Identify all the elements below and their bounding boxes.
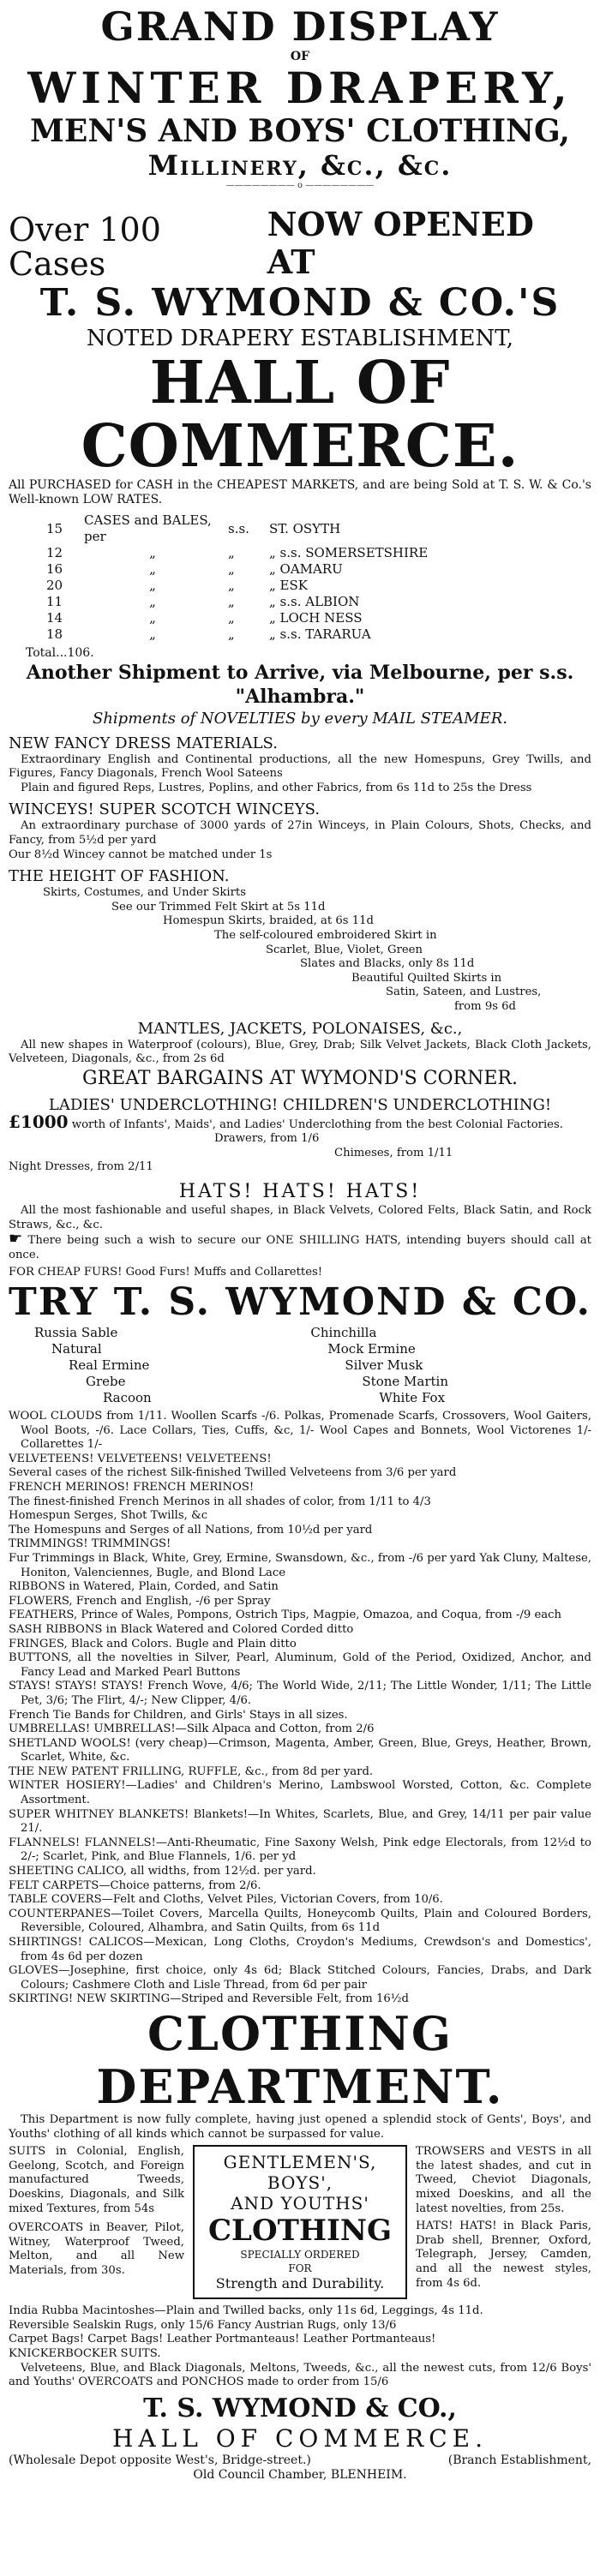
another-shipment: Another Shipment to Arrive, via Melbourne, per s.s. "Alhambra." <box>26 661 574 708</box>
fancy-dress-p2: Plain and figured Reps, Lustres, Poplins, and other Fabrics, from 6s 11d to 25s the Dress <box>21 781 532 794</box>
novelties-notice: Shipments of NOVELTIES by every MAIL STEAMER. <box>93 709 507 728</box>
clothing-box <box>193 2145 407 2299</box>
homespun-serges: Homespun Serges, Shot Twills, &c <box>9 1509 208 1523</box>
overcoats-text: OVERCOATS in Beaver, Pilot, Witney, Waterproof Tweed, Melton, and all New Materials, from 30s. <box>9 2221 184 2277</box>
wool-clouds: WOOL CLOUDS from 1/11. Woollen Scarfs -/6. Polkas, Promenade Scarfs, Crossovers, Wool Gaiters, Wool Boots, -/6. Lace Collars, Ties, Cuffs, &c, 1/- Wool Capes and Bonnets, Wool Victorenes 1/- Collarettes 1/- <box>9 1410 591 1452</box>
fashion-l1: Skirts, Costumes, and Under Skirts <box>43 886 247 900</box>
great-bargains: GREAT BARGAINS AT WYMOND'S CORNER. <box>82 1067 518 1089</box>
footer-chamber: Old Council Chamber, BLENHEIM. <box>193 2467 407 2482</box>
shipments-table <box>43 512 523 643</box>
furs-right-column <box>310 1325 566 1406</box>
skirting: SKIRTING! NEW SKIRTING—Striped and Reversible Felt, from 16½d <box>9 1992 409 2006</box>
hall-of-commerce-headline: HALL OF COMMERCE. <box>81 349 519 481</box>
table-row: 14 „ „ „ LOCH NESS <box>46 610 363 626</box>
mantles-title: MANTLES, JACKETS, POLONAISES, &c., <box>137 1019 463 1038</box>
hats-p2: ☛ There being such a wish to secure our ONE SHILLING HATS, intending buyers should call at once. <box>9 1230 591 1261</box>
underclothing-l3: Night Dresses, from 2/11 <box>9 1160 153 1174</box>
table-row: 16 „ „ „ OAMARU <box>46 561 343 577</box>
box-clothing: CLOTHING <box>207 2214 393 2249</box>
list-item: Natural <box>51 1341 102 1357</box>
table-row: 18 „ „ „ s.s. TARARUA <box>46 626 371 642</box>
patent-frilling: THE NEW PATENT FRILLING, RUFFLE, &c., from 8d per yard. <box>9 1764 374 1778</box>
list-item: White Fox <box>379 1390 446 1406</box>
headline-winter-drapery: WINTER DRAPERY, <box>27 63 573 113</box>
feathers: FEATHERS, Prince of Wales, Pompons, Ostrich Tips, Magpie, Omazoa, and Coqua, from -/9 each <box>9 1609 562 1622</box>
stays-children: French Tie Bands for Children, and Girls' Stays in all sizes. <box>9 1708 348 1722</box>
knickerbocker-title: KNICKERBOCKER SUITS. <box>9 2346 161 2360</box>
winceys-title: WINCEYS! SUPER SCOTCH WINCEYS. <box>9 800 321 819</box>
clothing-left-column <box>9 2145 184 2299</box>
footer-hall-of-commerce: HALL OF COMMERCE. <box>111 2423 488 2453</box>
table-row: 11 „ „ „ s.s. ALBION <box>46 594 360 609</box>
fashion-l4: The self-coloured embroidered Skirt in <box>214 928 437 942</box>
box-youths: AND YOUTHS' <box>231 2193 369 2214</box>
felt-carpets: FELT CARPETS—Choice patterns, from 2/6. <box>9 1878 261 1892</box>
trimmings-title: TRIMMINGS! TRIMMINGS! <box>9 1537 171 1551</box>
clothing-right-column <box>416 2145 591 2299</box>
table-covers: TABLE COVERS—Felt and Cloths, Velvet Piles, Victorian Covers, from 10/6. <box>9 1893 443 1907</box>
counterpanes: COUNTERPANES—Toilet Covers, Marcella Quilts, Honeycomb Quilts, Plain and Coloured Borders, Reversible, Coloured, Alhambra, and Satin Quilts, from 6s 11d <box>9 1907 591 1935</box>
gloves: GLOVES—Josephine, first choice, only 4s 6d; Black Stitched Colours, Fancies, Drabs, and Dark Colours; Cashmere Cloth and Lisle Thread, from 6d per pair <box>9 1964 591 1992</box>
rugs: Reversible Sealskin Rugs, only 15/6 Fancy Austrian Rugs, only 13/6 <box>9 2318 397 2332</box>
box-specially-ordered: SPECIALLY ORDERED <box>240 2249 360 2261</box>
winceys-p2: Our 8½d Wincey cannot be matched under 1s <box>9 848 273 861</box>
homespun-nations: The Homespuns and Serges of all Nations, from 10½d per yard <box>9 1523 373 1537</box>
fashion-title: THE HEIGHT OF FASHION. <box>9 867 230 886</box>
clothing-hats-text: HATS! HATS! in Black Paris, Drab shell, Brenner, Oxford, Telegraph, Jersey, Camden, and all the newest styles, from 4s 6d. <box>416 2220 591 2290</box>
flowers: FLOWERS, French and English, -/6 per Spray <box>9 1594 271 1608</box>
umbrellas: UMBRELLAS! UMBRELLAS!—Silk Alpaca and Cotton, from 2/6 <box>9 1722 375 1736</box>
box-strength: Strength and Durability. <box>215 2275 385 2292</box>
headline-grand-display: GRAND DISPLAY <box>100 3 500 50</box>
furs-list <box>9 1325 591 1406</box>
headline-millinery: Millinery, &c., &c. <box>147 149 453 182</box>
list-item: Racoon <box>103 1390 152 1406</box>
list-item: Stone Martin <box>362 1374 449 1390</box>
list-item: Grebe <box>86 1374 126 1390</box>
footer-branch: (Branch Establishment, <box>447 2453 591 2467</box>
list-item: Russia Sable <box>34 1325 118 1341</box>
fashion-l6: Slates and Blacks, only 8s 11d <box>300 957 475 971</box>
fashion-l5: Scarlet, Blue, Violet, Green <box>266 943 423 956</box>
list-item: Chinchilla <box>310 1325 377 1341</box>
clothing-department-headline: CLOTHING DEPARTMENT. <box>96 2005 504 2114</box>
underclothing-amount: £1000 <box>9 1111 69 1132</box>
fur-trimmings: Fur Trimmings in Black, White, Grey, Ermine, Swansdown, &c., from -/6 per yard Yak Cluny, Maltese, Honiton, Valenciennes, Bugle, and Blond Lace <box>9 1551 591 1579</box>
over-100-cases: Over 100 Cases <box>9 211 161 283</box>
hats-title: HATS! HATS! HATS! <box>178 1181 422 1203</box>
super-blankets: SUPER WHITNEY BLANKETS! Blankets!—In Whites, Scarlets, Blue, and Grey, 14/11 per pair value 21/. <box>9 1807 591 1836</box>
clothing-intro: This Department is now fully complete, having just opened a splendid stock of Gents', Boys', and Youths' clothing of all kinds which cannot be surpassed for value. <box>9 2112 591 2141</box>
headline-mens-boys-clothing: MEN'S AND BOYS' CLOTHING, <box>30 113 570 149</box>
shipments-total: Total...106. <box>26 646 94 660</box>
footer-wholesale: (Wholesale Depot opposite West's, Bridge-street.) <box>9 2453 311 2467</box>
winceys-p1: An extraordinary purchase of 3000 yards of 27in Winceys, in Plain Colours, Shots, Checks, and Fancy, from 5½d per yard <box>9 819 591 847</box>
furs-left-column <box>34 1325 290 1406</box>
stays: STAYS! STAYS! STAYS! French Wove, 4/6; The World Wide, 2/11; The Little Wonder, 1/11; The Little Pet, 3/6; The Flirt, 4/-; New Clipper, 4/6. <box>9 1680 591 1707</box>
box-for: FOR <box>288 2262 312 2275</box>
winter-hosiery: WINTER HOSIERY!—Ladies' and Children's Merino, Lambswool Worsted, Cotton, &c. Complete Assortment. <box>9 1779 591 1807</box>
buttons: BUTTONS, all the novelties in Silver, Pearl, Aluminum, Gold of the Period, Oxidized, Anchor, and Fancy Lead and Marked Pearl Buttons <box>9 1651 591 1679</box>
mackintoshes: India Rubba Macintoshes—Plain and Twilled backs, only 11s 6d, Leggings, 4s 11d. <box>9 2304 483 2318</box>
fashion-l7: Beautiful Quilted Skirts in <box>351 971 502 985</box>
carpet-bags: Carpet Bags! Carpet Bags! Leather Portmanteaus! Leather Portmanteaus! <box>9 2333 436 2346</box>
fashion-l2: See our Trimmed Felt Skirt at 5s 11d <box>111 900 326 914</box>
shirtings: SHIRTINGS! CALICOS—Mexican, Long Cloths, Croydon's Mediums, Crewdson's and Domestics', from 4s 6d per dozen <box>9 1936 591 1963</box>
noted-establishment: NOTED DRAPERY ESTABLISHMENT, <box>86 326 514 351</box>
trowsers-text: TROWSERS and VESTS in all the latest shades, and cut in Tweed, Cheviot Diagonals, mixed Doeskins, and all the latest novelties, from 25s. <box>416 2145 591 2215</box>
divider-ornament: ———————— o ———————— <box>225 181 375 190</box>
try-wymond-headline: TRY T. S. WYMOND & CO. <box>9 1280 591 1325</box>
fancy-dress-title: NEW FANCY DRESS MATERIALS. <box>9 734 278 752</box>
clothing-columns <box>9 2145 591 2299</box>
fashion-l9: from 9s 6d <box>454 999 517 1013</box>
footer-address-row <box>9 2453 591 2468</box>
now-opened-at: NOW OPENED AT <box>267 205 534 281</box>
fancy-dress-p1: Extraordinary English and Continental productions, all the new Homespuns, Grey Twills, and Figures, Fancy Diagonals, French Wool Sateens <box>9 752 591 781</box>
velveteens-title: VELVETEENS! VELVETEENS! VELVETEENS! <box>9 1452 272 1465</box>
table-row: 20 „ „ „ ESK <box>46 578 308 593</box>
list-item: Silver Musk <box>345 1357 423 1374</box>
ribbons: RIBBONS in Watered, Plain, Corded, and Satin <box>9 1580 279 1594</box>
box-gentlemens: GENTLEMEN'S, <box>223 2152 377 2173</box>
knickerbocker-text: Velveteens, Blue, and Black Diagonals, Meltons, Tweeds, &c., all the newest cuts, from 12/6 Boys' and Youths' OVERCOATS and PONCHOS made to order from 15/6 <box>9 2361 591 2389</box>
underclothing-title: LADIES' UNDERCLOTHING! CHILDREN'S UNDERCLOTHING! <box>48 1095 552 1114</box>
firm-name: T. S. WYMOND & CO.'S <box>39 281 561 325</box>
over-cases-row <box>9 190 591 281</box>
advertisement-page <box>0 3 600 2576</box>
table-row: 15 CASES and BALES, per s.s. ST. OSYTH <box>46 512 341 544</box>
sheeting-calico: SHEETING CALICO, all widths, from 12½d. per yard. <box>9 1865 316 1878</box>
hats-p1: All the most fashionable and useful shapes, in Black Velvets, Colored Felts, Black Satin, and Rock Straws, &c., &c. <box>9 1204 591 1231</box>
headline-of: OF <box>290 50 310 63</box>
mantles-p1: All new shapes in Waterproof (colours), Blue, Grey, Drab; Silk Velvet Jackets, Black Cloth Jackets, Velveteen, Diagonals, &c., from 2s 6d <box>9 1038 591 1066</box>
fashion-l8: Satin, Sateen, and Lustres, <box>386 985 542 999</box>
underclothing-l2: Chimeses, from 1/11 <box>334 1146 453 1159</box>
purchased-notice: All PURCHASED for CASH in the CHEAPEST MARKETS, and are being Sold at T. S. W. & Co.'s Well-known LOW RATES. <box>9 478 591 506</box>
fashion-l3: Homespun Skirts, braided, at 6s 11d <box>163 914 374 928</box>
table-row: 12 „ „ „ s.s. SOMERSETSHIRE <box>46 545 429 560</box>
hats-p3: FOR CHEAP FURS! Good Furs! Muffs and Collarettes! <box>9 1266 323 1279</box>
box-boys: BOYS', <box>267 2172 333 2194</box>
list-item: Real Ermine <box>69 1357 150 1374</box>
fringes: FRINGES, Black and Colors. Bugle and Plain ditto <box>9 1637 297 1650</box>
flannels: FLANNELS! FLANNELS!—Anti-Rheumatic, Fine Saxony Welsh, Pink edge Electorals, from 12½d to 2/-; Scarlet, Pink, and Blue Flannels, 1/6. per yd <box>9 1836 591 1864</box>
list-item: Mock Ermine <box>327 1341 416 1357</box>
sash-ribbons: SASH RIBBONS in Black Watered and Colored Corded ditto <box>9 1622 354 1636</box>
underclothing-p1: £1000 worth of Infants', Maids', and Ladies' Underclothing from the best Colonial Factories. <box>9 1111 563 1132</box>
suits-text: SUITS in Colonial, English, Geelong, Scotch, and Foreign manufactured Tweeds, Doeskins, Diagonals, and Silk mixed Textures, from 54s <box>9 2145 184 2215</box>
pointing-hand-icon: ☛ <box>9 1230 23 1249</box>
velveteens-text: Several cases of the richest Silk-finished Twilled Velveteens from 3/6 per yard <box>9 1466 457 1480</box>
footer-firm-name: T. S. WYMOND & CO., <box>143 2393 457 2423</box>
merinos-title: FRENCH MERINOS! FRENCH MERINOS! <box>9 1481 255 1494</box>
underclothing-l1: Drawers, from 1/6 <box>214 1132 320 1146</box>
merinos-text: The finest-finished French Merinos in all shades of color, from 1/11 to 4/3 <box>9 1495 431 1508</box>
shetland-wools: SHETLAND WOOLS! (very cheap)—Crimson, Magenta, Amber, Green, Blue, Greys, Heather, Brown, Scarlet, White, &c. <box>9 1736 591 1764</box>
